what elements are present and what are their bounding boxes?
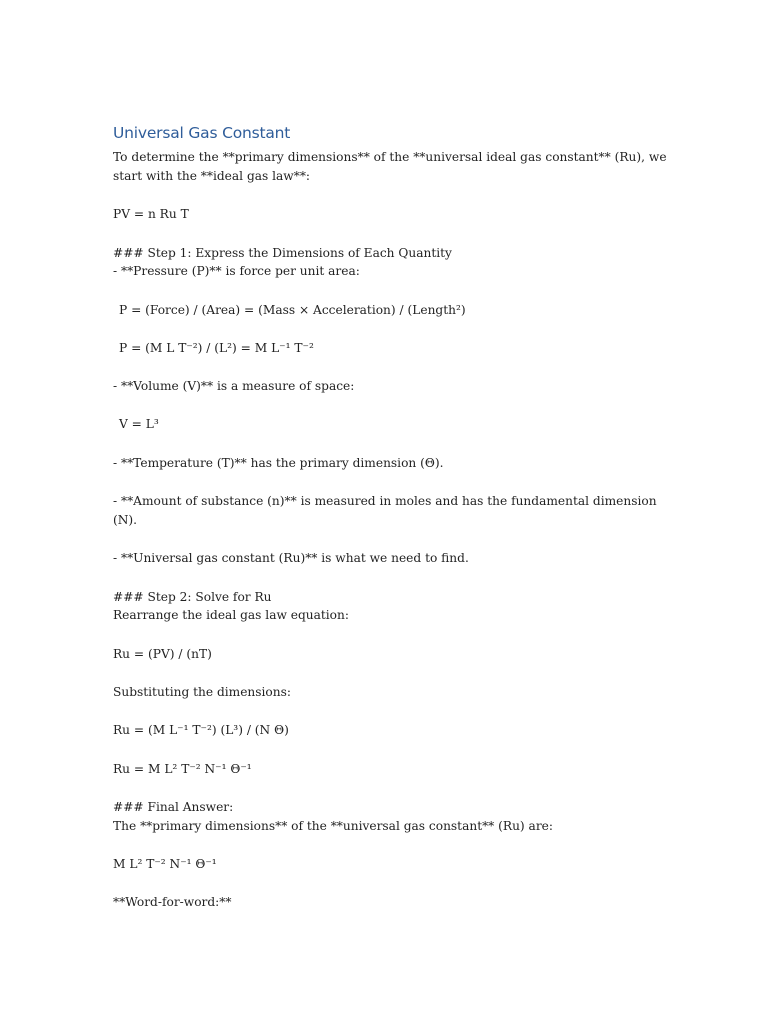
final-dimensions: M L² T⁻² N⁻¹ Θ⁻¹ (113, 857, 217, 871)
rearrange-line: Rearrange the ideal gas law equation: (113, 608, 349, 622)
ru-equation-3: Ru = M L² T⁻² N⁻¹ Θ⁻¹ (113, 762, 252, 776)
amount-bullet-line-1: - **Amount of substance (n)** is measured in moles and has the fundamental dimension (113, 494, 657, 508)
document-title: Universal Gas Constant (113, 124, 291, 142)
final-answer-heading: ### Final Answer: (113, 800, 234, 814)
volume-bullet: - **Volume (V)** is a measure of space: (113, 379, 355, 393)
final-answer-line: The **primary dimensions** of the **universal gas constant** (Ru) are: (113, 819, 553, 833)
substituting-line: Substituting the dimensions: (113, 685, 291, 699)
ideal-gas-law-equation: PV = n Ru T (113, 207, 189, 221)
step-1-heading: ### Step 1: Express the Dimensions of Each Quantity (113, 246, 452, 260)
amount-bullet-line-2: (N). (113, 513, 138, 527)
step-2-heading: ### Step 2: Solve for Ru (113, 590, 272, 604)
ru-equation-2: Ru = (M L⁻¹ T⁻²) (L³) / (N Θ) (113, 723, 289, 737)
gas-constant-bullet: - **Universal gas constant (Ru)** is what we need to find. (113, 551, 469, 565)
word-for-word-line: **Word-for-word:** (113, 895, 232, 909)
ru-equation-1: Ru = (PV) / (nT) (113, 647, 212, 661)
pressure-equation-2: P = (M L T⁻²) / (L²) = M L⁻¹ T⁻² (119, 341, 314, 355)
intro-line-1: To determine the **primary dimensions** of the **universal ideal gas constant** (Ru), we (113, 150, 667, 164)
volume-equation: V = L³ (119, 417, 159, 431)
intro-line-2: start with the **ideal gas law**: (113, 169, 311, 183)
pressure-bullet: - **Pressure (P)** is force per unit area: (113, 264, 360, 278)
pressure-equation-1: P = (Force) / (Area) = (Mass × Acceleration) / (Length²) (119, 303, 466, 317)
temperature-bullet: - **Temperature (T)** has the primary dimension (Θ). (113, 456, 444, 470)
